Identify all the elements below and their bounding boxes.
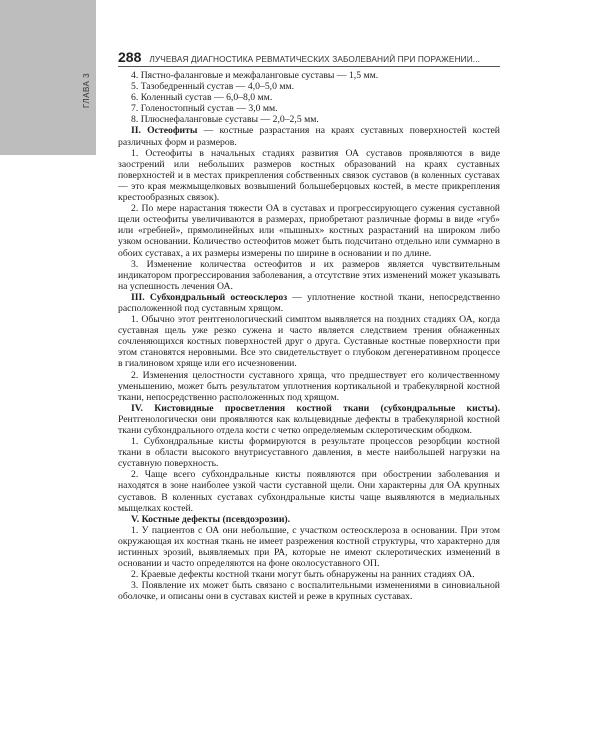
- list-item: 4. Пястно-фаланговые и межфаланговые суставы — 1,5 мм.: [131, 70, 379, 81]
- paragraph: 1. Обычно этот рентгенологический симптом выявляется на поздних стадиях ОА, когда суставная щель уже резко сужена и часто является следствием трения обнаженных сочленяющихся костных поверхностей друг о друга. Суставные костные поверхности при этом становятся неровными. Все это свидетельствует о глубоком дегенеративном процессе в гиалиновом хряще или его исчезновении.: [118, 314, 500, 370]
- list-item: 6. Коленный сустав — 6,0–8,0 мм.: [131, 92, 273, 104]
- list-item: 8. Плюснефаланговые суставы — 2,0–2,5 мм.: [131, 114, 319, 126]
- section-sclerosis-heading: [118, 292, 500, 314]
- section-intro: Рентгенологически они проявляются как кольцевидные дефекты в трабекулярной костной ткани субхондрального отдела кости с четко определяемым склеротическим ободком.: [118, 413, 500, 436]
- running-head: ЛУЧЕВАЯ ДИАГНОСТИКА РЕВМАТИЧЕСКИХ ЗАБОЛЕВАНИЙ ПРИ ПОРАЖЕНИИ...: [149, 54, 480, 64]
- section-defects-heading: [118, 514, 500, 525]
- page-number: 288: [118, 49, 142, 65]
- paragraph: 3. Изменение количества остеофитов и их размеров является чувствительным индикатором прогрессирования заболевания, а отсутствие этих изменений может указывать на успешность лечения ОА.: [118, 258, 500, 292]
- section-intro: — костные разрастания на краях суставных поверхностей костей различных форм и размеров.: [118, 125, 500, 148]
- section-title: IV. Кистовидные просветления костной ткани (субхондральные кисты).: [131, 402, 500, 414]
- paragraph: 1. У пациентов с ОА они небольшие, с участком остеосклероза в основании. При этом окружающая их костная ткань не имеет разрежения костной структуры, что характерно для истинных эрозий, выявляемых при РА, которые не имеют склеротических изменений в основании и часто определяются на фоне околосуставного ОП.: [118, 524, 500, 570]
- page-header: [118, 49, 500, 65]
- paragraph: 3. Появление их может быть связано с воспалительными изменениями в синовиальной оболочке, и описаны они в суставах кистей и реже в крупных суставах.: [118, 580, 500, 603]
- paragraph: 1. Остеофиты в начальных стадиях развития ОА суставов проявляются в виде заострений или небольших размеров костных образований на краях суставных поверхностей и в местах прикрепления собственных связок суставов (в коленных суставах — это края межмыщелковых возвышений большеберцовых костей, в месте прикрепления крестообразных связок).: [118, 147, 500, 204]
- section-title: III. Субхондральный остеосклероз: [131, 291, 288, 303]
- section-title: II. Остеофиты: [131, 125, 198, 137]
- paragraph: 2. Изменения целостности суставного хряща, что предшествует его количественному уменьшению, может быть результатом уплотнения кортикальной и трабекулярной костной ткани, непосредственно расположенных под хрящом.: [118, 369, 500, 403]
- section-intro: — уплотнение костной ткани, непосредственно расположенной под суставным хрящом.: [118, 291, 500, 314]
- page-body: [118, 70, 500, 603]
- paragraph: 1. Субхондральные кисты формируются в результате процессов резорбции костной ткани в области высокого внутрисуставного давления, в месте наибольшей нагрузки на суставную поверхность.: [118, 436, 500, 470]
- chapter-label: ГЛАВА 3: [82, 72, 91, 108]
- paragraph: 2. Краевые дефекты костной ткани могут быть обнаружены на ранних стадиях ОА.: [131, 569, 475, 581]
- list-item: 7. Голеностопный сустав — 3,0 мм.: [131, 103, 278, 115]
- section-osteophytes-heading: [118, 125, 500, 147]
- header-rule: [118, 66, 500, 67]
- list-item: 5. Тазобедренный сустав — 4,0–5,0 мм.: [131, 81, 295, 93]
- section-cysts-heading: [118, 403, 500, 436]
- section-title: V. Костные дефекты (псевдоэрозии).: [131, 513, 291, 525]
- paragraph: 2. Чаще всего субхондральные кисты появляются при обострении заболевания и находятся в зоне наиболее узкой части суставной щели. Они характерны для ОА крупных суставов. В коленных суставах субхондральные кисты чаще выявляются в медиальных мыщелках костей.: [118, 469, 500, 514]
- paragraph: 2. По мере нарастания тяжести ОА в суставах и прогрессирующего сужения суставной щели остеофиты увеличиваются в размерах, приобретают различные формы в виде «губ» или «гребней», прямолинейных или «пышных» костных разрастаний на широком либо узком основании. Количество остеофитов может быть подсчитано отдельно или суммарно в обоих суставах, а их размеры измерены по ширине в основании и по длине.: [118, 203, 500, 259]
